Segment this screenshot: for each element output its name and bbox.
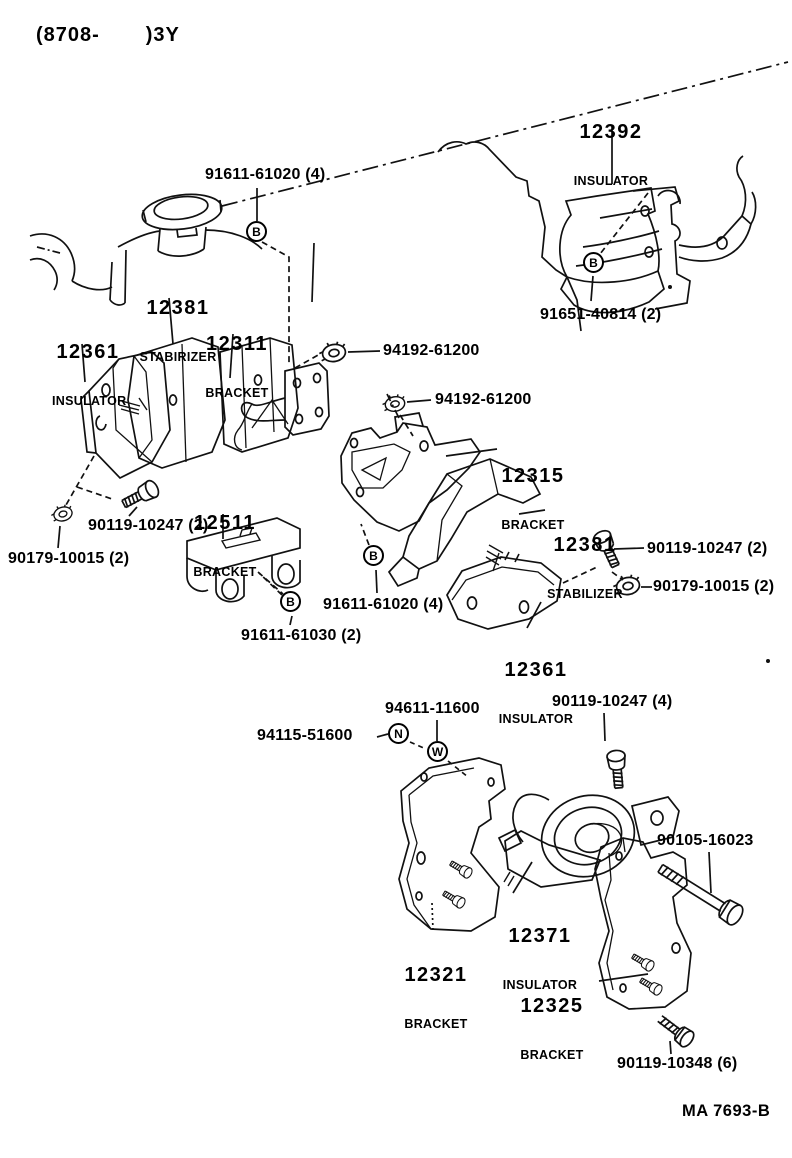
part-number: 12315 — [501, 465, 565, 487]
part-name: STABIRIZER — [139, 350, 217, 364]
fastener-label-90119-10247-left: 90119-10247 (2) — [88, 517, 209, 534]
bolt-symbol-icon: B — [363, 545, 384, 566]
fastener-label-94115-51600: 94115-51600 — [257, 727, 353, 744]
part-label-12392 — [572, 90, 650, 220]
fastener-label-90119-10348: 90119-10348 (6) — [617, 1055, 738, 1072]
part-number: 12325 — [520, 995, 584, 1017]
part-name: INSULATOR — [573, 174, 649, 188]
part-label-12311 — [204, 302, 270, 432]
fastener-drawing-90179-10015-left — [50, 503, 75, 548]
fastener-label-94611-11600: 94611-11600 — [385, 700, 480, 717]
part-name: BRACKET — [520, 1048, 584, 1062]
part-label-12361-left — [52, 310, 127, 440]
part-name: INSULATOR — [502, 978, 578, 992]
fastener-drawing-90105-16023 — [655, 852, 746, 928]
bolt-symbol-icon: B — [583, 252, 604, 273]
part-number: 12361 — [56, 341, 120, 363]
fastener-label-90119-10247-4: 90119-10247 (4) — [552, 693, 673, 710]
part-number: 12311 — [205, 333, 268, 355]
part-drawing-12371 — [499, 783, 679, 893]
nut-symbol-icon: N — [388, 723, 409, 744]
bolt-symbol-icon: B — [280, 591, 301, 612]
part-name: INSULATOR — [52, 394, 127, 408]
part-name: BRACKET — [205, 386, 269, 400]
part-name: BRACKET — [404, 1017, 468, 1031]
fastener-label-91651-40814: 91651-40814 (2) — [540, 306, 662, 323]
fastener-label-94192-61200-b: 94192-61200 — [435, 391, 532, 408]
part-label-12321 — [402, 933, 470, 1063]
bolt-symbol-icon: B — [246, 221, 267, 242]
fastener-label-90105-16023: 90105-16023 — [657, 832, 754, 849]
part-name: INSULATOR — [498, 712, 574, 726]
part-number: 12392 — [579, 121, 643, 143]
fastener-drawing-90119-10247-left — [120, 478, 162, 516]
part-label-12511 — [192, 481, 258, 611]
part-label-12325 — [518, 964, 586, 1094]
part-number: 12321 — [404, 964, 468, 986]
fastener-label-90119-10247-right: 90119-10247 (2) — [647, 540, 768, 557]
part-number: 12381 — [146, 297, 210, 319]
part-label-12381-right — [545, 503, 625, 633]
part-name: STABILIZER — [547, 587, 623, 601]
part-number: 12371 — [508, 925, 572, 947]
fastener-label-91611-61020-top: 91611-61020 (4) — [205, 166, 326, 183]
washer-symbol-icon: W — [427, 741, 448, 762]
part-name: BRACKET — [501, 518, 565, 532]
part-number: 12511 — [193, 512, 256, 534]
fastener-label-91611-61020-mid: 91611-61020 (4) — [323, 596, 444, 613]
model-code: (8708- )3Y — [36, 24, 180, 46]
part-number: 12361 — [504, 659, 568, 681]
part-name: BRACKET — [193, 565, 257, 579]
figure-code: MA 7693-B — [682, 1102, 771, 1120]
fastener-label-90179-10015-right: 90179-10015 (2) — [653, 578, 775, 595]
part-drawing-12321 — [399, 758, 505, 931]
part-drawing-12325 — [595, 838, 691, 1009]
fastener-label-91611-61030: 91611-61030 (2) — [241, 627, 362, 644]
fastener-drawing-90119-10348 — [654, 1011, 696, 1054]
fastener-label-94192-61200-a: 94192-61200 — [383, 342, 480, 359]
fastener-drawing-90119-10247-4 — [604, 713, 628, 789]
fastener-label-90179-10015-left: 90179-10015 (2) — [8, 550, 130, 567]
part-number: 12381 — [553, 534, 617, 556]
fastener-drawing-94192-a — [318, 340, 380, 364]
